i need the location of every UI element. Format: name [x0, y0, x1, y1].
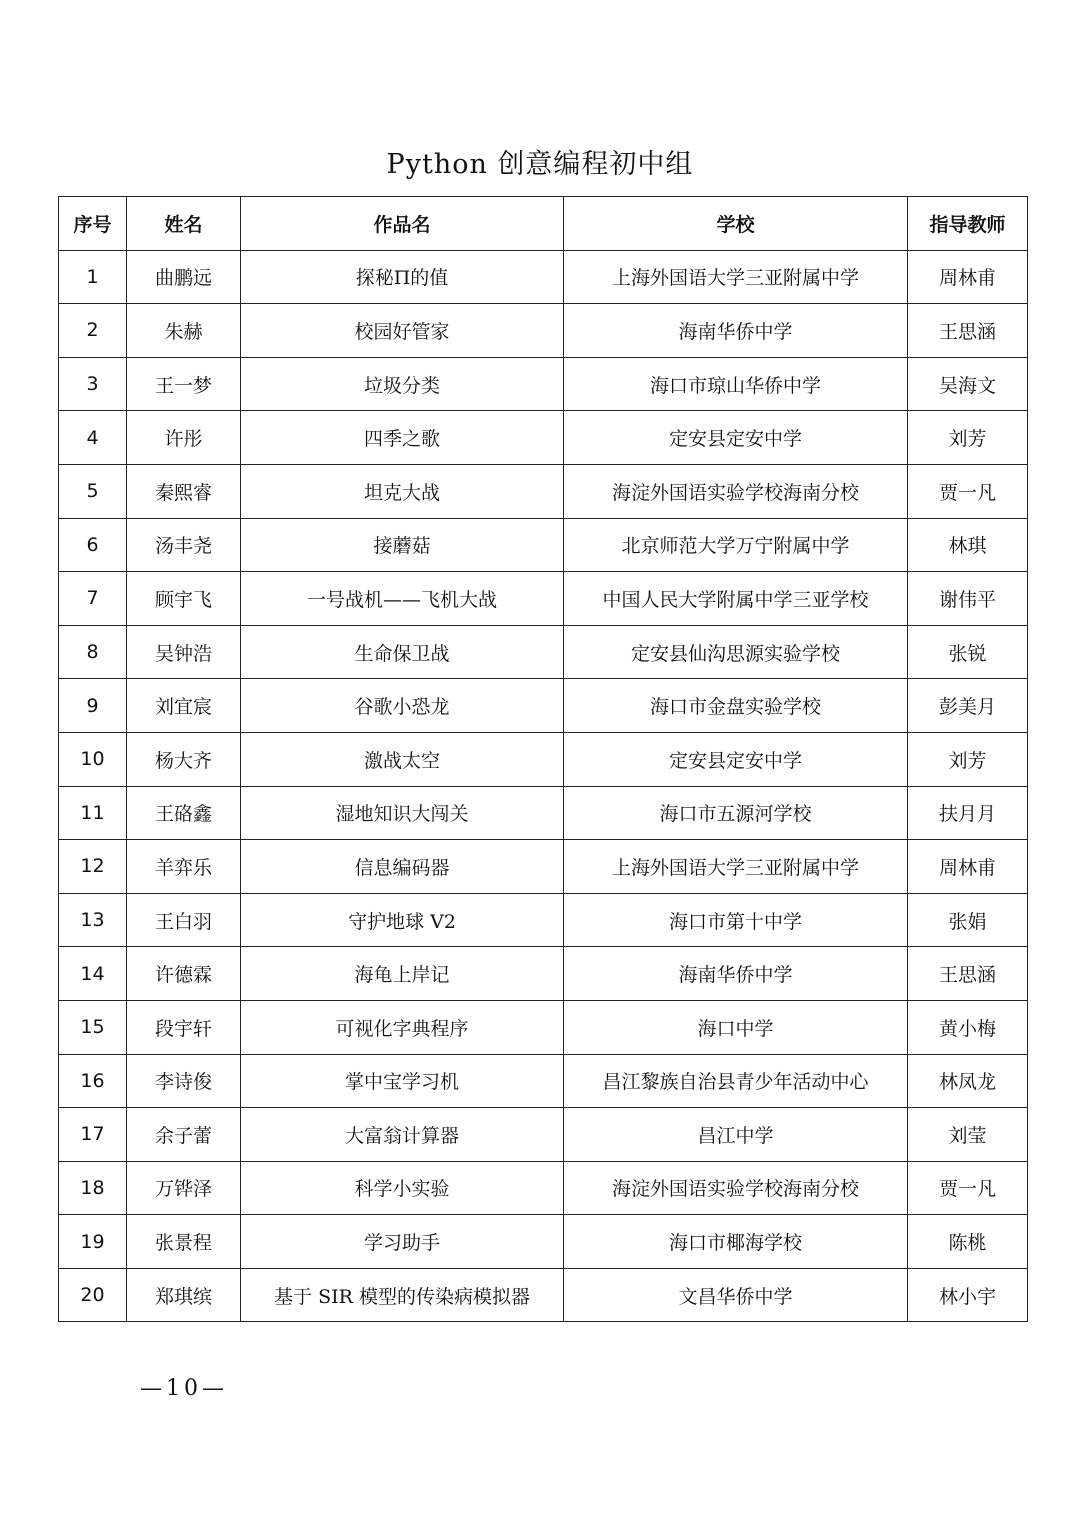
cell-work: 激战太空	[241, 732, 564, 786]
cell-school: 中国人民大学附属中学三亚学校	[564, 572, 908, 626]
cell-work: 接蘑菇	[241, 518, 564, 572]
cell-school: 海淀外国语实验学校海南分校	[564, 464, 908, 518]
table-row	[59, 411, 1028, 465]
table-row	[59, 304, 1028, 358]
cell-school: 海口市第十中学	[564, 893, 908, 947]
cell-school: 海口中学	[564, 1000, 908, 1054]
cell-teacher: 扶月月	[908, 786, 1028, 840]
cell-teacher: 张锐	[908, 625, 1028, 679]
cell-teacher: 王思涵	[908, 947, 1028, 1001]
table-row	[59, 572, 1028, 626]
cell-work: 湿地知识大闯关	[241, 786, 564, 840]
cell-work: 科学小实验	[241, 1161, 564, 1215]
header-name: 姓名	[127, 197, 241, 251]
cell-name: 段宇轩	[127, 1000, 241, 1054]
header-index: 序号	[59, 197, 127, 251]
cell-school: 海口市椰海学校	[564, 1215, 908, 1269]
table-row	[59, 893, 1028, 947]
table-row	[59, 840, 1028, 894]
cell-name: 刘宜宸	[127, 679, 241, 733]
cell-name: 万铧泽	[127, 1161, 241, 1215]
table-row	[59, 786, 1028, 840]
cell-school: 昌江黎族自治县青少年活动中心	[564, 1054, 908, 1108]
cell-name: 王白羽	[127, 893, 241, 947]
table-row	[59, 625, 1028, 679]
header-work: 作品名	[241, 197, 564, 251]
cell-work: 学习助手	[241, 1215, 564, 1269]
cell-index: 8	[59, 625, 127, 679]
cell-work: 守护地球 V2	[241, 893, 564, 947]
cell-work: 坦克大战	[241, 464, 564, 518]
cell-index: 20	[59, 1268, 127, 1322]
cell-index: 5	[59, 464, 127, 518]
cell-index: 17	[59, 1108, 127, 1162]
cell-name: 顾宇飞	[127, 572, 241, 626]
cell-work: 垃圾分类	[241, 357, 564, 411]
cell-index: 7	[59, 572, 127, 626]
table-row	[59, 518, 1028, 572]
cell-index: 6	[59, 518, 127, 572]
cell-name: 许德霖	[127, 947, 241, 1001]
table-row	[59, 1054, 1028, 1108]
header-school: 学校	[564, 197, 908, 251]
cell-index: 4	[59, 411, 127, 465]
cell-work: 一号战机——飞机大战	[241, 572, 564, 626]
cell-teacher: 谢伟平	[908, 572, 1028, 626]
table-row	[59, 1108, 1028, 1162]
cell-teacher: 刘芳	[908, 411, 1028, 465]
cell-school: 海南华侨中学	[564, 304, 908, 358]
cell-work: 可视化字典程序	[241, 1000, 564, 1054]
cell-work: 掌中宝学习机	[241, 1054, 564, 1108]
table-row	[59, 1268, 1028, 1322]
cell-teacher: 陈桃	[908, 1215, 1028, 1269]
cell-teacher: 王思涵	[908, 304, 1028, 358]
cell-index: 19	[59, 1215, 127, 1269]
cell-name: 朱赫	[127, 304, 241, 358]
header-teacher: 指导教师	[908, 197, 1028, 251]
cell-index: 16	[59, 1054, 127, 1108]
table-row	[59, 947, 1028, 1001]
cell-work: 谷歌小恐龙	[241, 679, 564, 733]
cell-work: 四季之歌	[241, 411, 564, 465]
cell-school: 海南华侨中学	[564, 947, 908, 1001]
cell-teacher: 黄小梅	[908, 1000, 1028, 1054]
table-body	[59, 250, 1028, 1322]
page-number: —10—	[140, 1376, 228, 1401]
document-title: Python 创意编程初中组	[386, 149, 694, 180]
cell-index: 9	[59, 679, 127, 733]
table-row	[59, 1000, 1028, 1054]
cell-teacher: 刘芳	[908, 732, 1028, 786]
cell-teacher: 吴海文	[908, 357, 1028, 411]
cell-school: 定安县仙沟思源实验学校	[564, 625, 908, 679]
cell-index: 13	[59, 893, 127, 947]
table-row	[59, 250, 1028, 304]
table-row	[59, 1215, 1028, 1269]
cell-work: 大富翁计算器	[241, 1108, 564, 1162]
cell-index: 10	[59, 732, 127, 786]
cell-teacher: 张娟	[908, 893, 1028, 947]
cell-work: 基于 SIR 模型的传染病模拟器	[241, 1268, 564, 1322]
cell-work: 探秘Π的值	[241, 250, 564, 304]
cell-school: 北京师范大学万宁附属中学	[564, 518, 908, 572]
cell-name: 汤丰尧	[127, 518, 241, 572]
cell-name: 羊弈乐	[127, 840, 241, 894]
cell-school: 海口市琼山华侨中学	[564, 357, 908, 411]
cell-teacher: 刘莹	[908, 1108, 1028, 1162]
cell-work: 校园好管家	[241, 304, 564, 358]
cell-name: 许彤	[127, 411, 241, 465]
cell-name: 王硌鑫	[127, 786, 241, 840]
table-row	[59, 357, 1028, 411]
cell-name: 秦熙睿	[127, 464, 241, 518]
cell-teacher: 贾一凡	[908, 464, 1028, 518]
cell-teacher: 林小宇	[908, 1268, 1028, 1322]
cell-name: 郑琪缤	[127, 1268, 241, 1322]
cell-name: 曲鹏远	[127, 250, 241, 304]
cell-teacher: 周林甫	[908, 840, 1028, 894]
award-table	[58, 196, 1028, 1322]
table-row	[59, 464, 1028, 518]
cell-work: 生命保卫战	[241, 625, 564, 679]
cell-school: 上海外国语大学三亚附属中学	[564, 250, 908, 304]
cell-index: 14	[59, 947, 127, 1001]
cell-teacher: 周林甫	[908, 250, 1028, 304]
cell-teacher: 林凤龙	[908, 1054, 1028, 1108]
cell-work: 信息编码器	[241, 840, 564, 894]
cell-index: 12	[59, 840, 127, 894]
cell-school: 定安县定安中学	[564, 411, 908, 465]
cell-index: 3	[59, 357, 127, 411]
cell-teacher: 彭美月	[908, 679, 1028, 733]
cell-name: 杨大齐	[127, 732, 241, 786]
cell-teacher: 贾一凡	[908, 1161, 1028, 1215]
cell-school: 昌江中学	[564, 1108, 908, 1162]
table-row	[59, 732, 1028, 786]
cell-index: 18	[59, 1161, 127, 1215]
table-row	[59, 679, 1028, 733]
table-header-row	[59, 197, 1028, 251]
cell-school: 定安县定安中学	[564, 732, 908, 786]
cell-index: 2	[59, 304, 127, 358]
cell-school: 海口市五源河学校	[564, 786, 908, 840]
table-row	[59, 1161, 1028, 1215]
cell-school: 海淀外国语实验学校海南分校	[564, 1161, 908, 1215]
cell-index: 1	[59, 250, 127, 304]
cell-name: 余子蕾	[127, 1108, 241, 1162]
cell-work: 海龟上岸记	[241, 947, 564, 1001]
cell-school: 海口市金盘实验学校	[564, 679, 908, 733]
cell-index: 15	[59, 1000, 127, 1054]
cell-school: 上海外国语大学三亚附属中学	[564, 840, 908, 894]
cell-school: 文昌华侨中学	[564, 1268, 908, 1322]
cell-name: 李诗俊	[127, 1054, 241, 1108]
cell-teacher: 林琪	[908, 518, 1028, 572]
cell-name: 吴钟浩	[127, 625, 241, 679]
cell-name: 王一梦	[127, 357, 241, 411]
cell-name: 张景程	[127, 1215, 241, 1269]
cell-index: 11	[59, 786, 127, 840]
